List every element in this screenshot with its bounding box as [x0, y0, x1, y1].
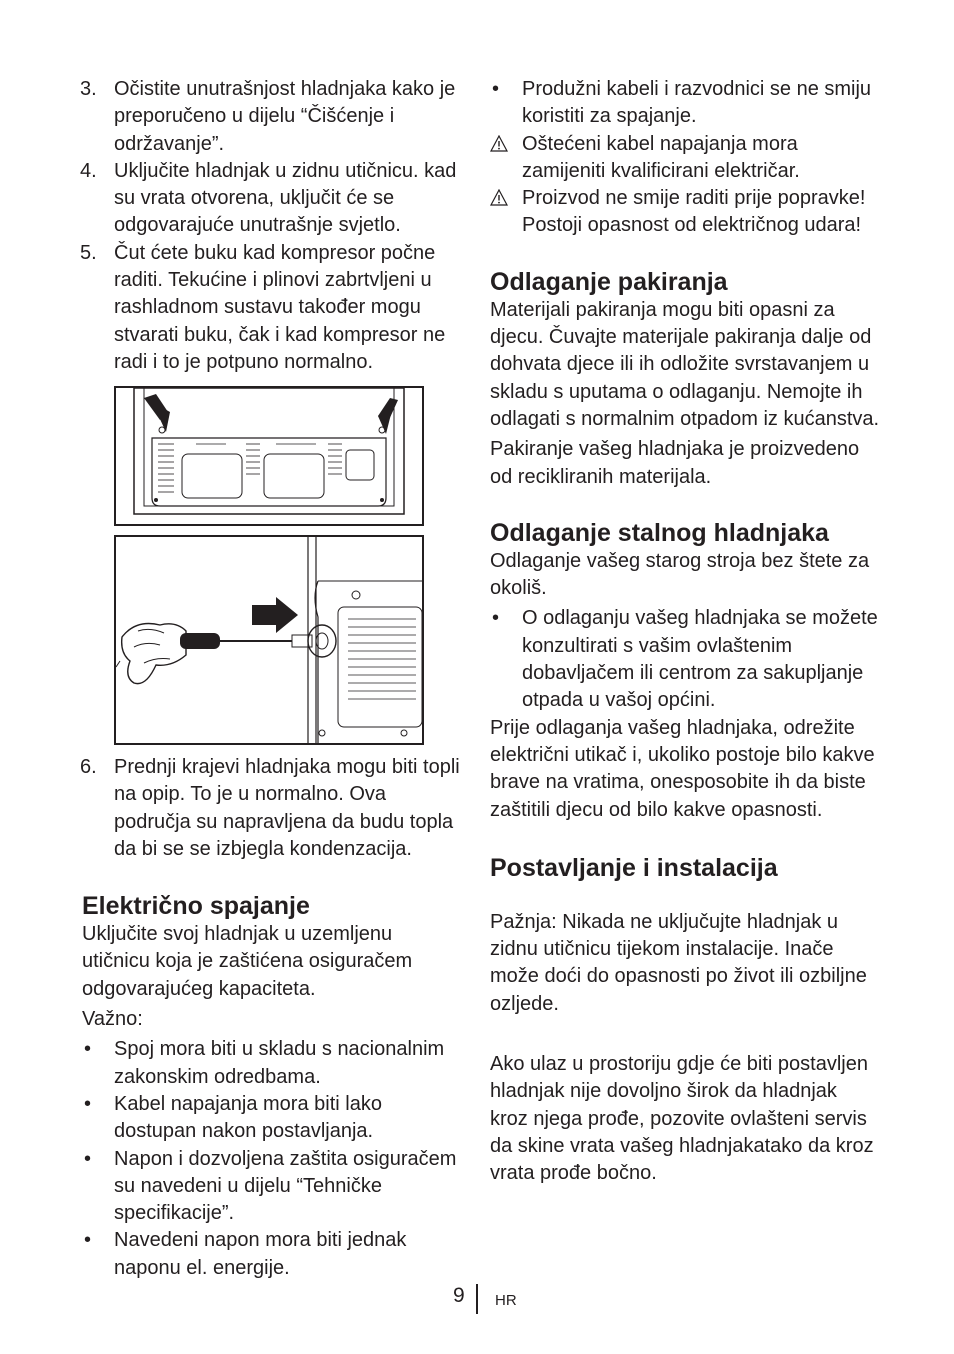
old-fridge-paragraph-1: Odlaganje vašeg starog stroja bez štete za okoliš. — [490, 549, 870, 600]
step-text: Prednji krajevi hladnjaka mogu biti topli na opip. To je u normalno. Ova područja su napravljena da budu topla da bi se se izbjegla kondenzacija. — [114, 756, 460, 860]
step-text: Uključite hladnjak u zidnu utičnicu. kad su vrata otvorena, uključit će se odgovarajuće unutrašnje svjetlo. — [114, 159, 457, 237]
left-column — [82, 76, 464, 376]
step-3 — [82, 76, 464, 158]
screwdriver-illustration — [116, 537, 422, 743]
warning-triangle-icon — [490, 188, 508, 215]
list-item-text: Produžni kabeli i razvodnici se ne smiju koristiti za spajanje. — [522, 78, 872, 128]
list-item — [490, 76, 880, 131]
section-heading-installation: Postavljanje i instalacija — [490, 853, 778, 882]
packaging-paragraph-1: Materijali pakiranja mogu biti opasni za djecu. Čuvajte materijale pakiranja dalje od dohvata djece ili ih odložite svrstavanjem u skladu s uputama o odlaganju. Nemojte ih odlagati s normalnim otpadom iz kućanstva. — [490, 298, 880, 430]
figure-fridge-back — [114, 386, 424, 526]
step-6 — [82, 754, 464, 863]
left-column-lower — [82, 754, 464, 1282]
list-item — [82, 1091, 464, 1146]
warning-text: Proizvod ne smije raditi prije popravke! Postoji opasnost od električnog udara! — [522, 187, 866, 237]
list-item — [82, 1146, 464, 1228]
warning-text: Oštećeni kabel napajanja mora zamijeniti kvalificirani električar. — [522, 132, 800, 182]
language-code: HR — [495, 1292, 517, 1309]
electrical-important: Važno: — [82, 1008, 143, 1031]
list-item — [82, 1227, 464, 1282]
step-number: 6. — [80, 756, 97, 778]
bullet-dot: • — [492, 607, 500, 630]
warning-item — [490, 185, 880, 240]
section-heading-electrical: Električno spajanje — [82, 892, 310, 921]
electrical-bullets — [82, 1036, 464, 1282]
bullet-dot: • — [84, 1038, 92, 1061]
step-text: Očistite unutrašnjost hladnjaka kako je preporučeno u dijelu “Čišćenje i održavanje”. — [114, 78, 456, 155]
section-heading-packaging: Odlaganje pakiranja — [490, 267, 728, 296]
right-column — [490, 76, 880, 1188]
warning-item — [490, 131, 880, 186]
warning-triangle-icon — [490, 134, 508, 161]
screwdriver-icon — [180, 625, 336, 657]
list-item-text: Napon i dozvoljena zaštita osiguračem su navedeni u dijelu “Tehničke specifikacije”. — [114, 1147, 457, 1225]
installation-paragraph-2: Ako ulaz u prostoriju gdje će biti postavljen hladnjak nije dovoljno širok da hladnjak kroz njega prođe, pozovite ovlašteni servis da skine vrata vašeg hladnjakatako da kroz vrata prođe bočno. — [490, 1053, 874, 1185]
step-5 — [82, 240, 464, 376]
old-fridge-paragraph-2: Prije odlaganja vašeg hladnjaka, odrežite električni utikač i, ukoliko postoje bilo kakve brave na vratima, onesposobite ih da biste zaštitili djecu od bilo kakve opasnosti. — [490, 716, 875, 821]
black-arrow-icon — [252, 597, 298, 633]
step-4 — [82, 158, 464, 240]
installation-paragraph-1: Pažnja: Nikada ne uključujte hladnjak u zidnu utičnicu tijekom instalacije. Inače može doći do opasnosti po život ili ozbiljne ozljede. — [490, 910, 867, 1015]
list-item-text: O odlaganju vašeg hladnjaka se možete konzultirati s vašim ovlaštenim dobavljačem ili centrom za sakupljanje otpada u vašoj općini. — [522, 607, 878, 712]
step-number: 5. — [80, 241, 97, 264]
list-item-text: Kabel napajanja mora biti lako dostupan nakon postavljanja. — [114, 1092, 382, 1143]
bullet-dot: • — [84, 1229, 92, 1252]
step-number: 3. — [80, 78, 97, 100]
footer-divider — [476, 1284, 478, 1314]
section-heading-old-fridge: Odlaganje stalnog hladnjaka — [490, 518, 829, 547]
page-number: 9 — [453, 1284, 465, 1307]
list-item — [82, 1036, 464, 1091]
electrical-intro: Uključite svoj hladnjak u uzemljenu utičnicu koja je zaštićena osiguračem odgovarajućeg kapaciteta. — [82, 923, 413, 1000]
list-item-text: Spoj mora biti u skladu s nacionalnim zakonskim odredbama. — [114, 1038, 445, 1088]
bullet-dot: • — [84, 1147, 92, 1170]
list-item-text: Navedeni napon mora biti jednak naponu el. energije. — [114, 1229, 407, 1279]
list-item — [490, 605, 880, 714]
figure-screwdriver — [114, 535, 424, 745]
step-number: 4. — [80, 159, 97, 182]
bullet-dot: • — [84, 1092, 92, 1115]
step-text: Čut ćete buku kad kompresor počne raditi. Tekućine i plinovi zabrtvljeni u rashladnom sustavu također mogu stvarati buku, čak i kad kompresor ne radi i to je potpuno normalno. — [114, 241, 446, 373]
bullet-dot: • — [492, 78, 500, 100]
packaging-paragraph-2: Pakiranje vašeg hladnjaka je proizvedeno od recikliranih materijala. — [490, 438, 860, 488]
fridge-back-illustration — [116, 388, 422, 524]
